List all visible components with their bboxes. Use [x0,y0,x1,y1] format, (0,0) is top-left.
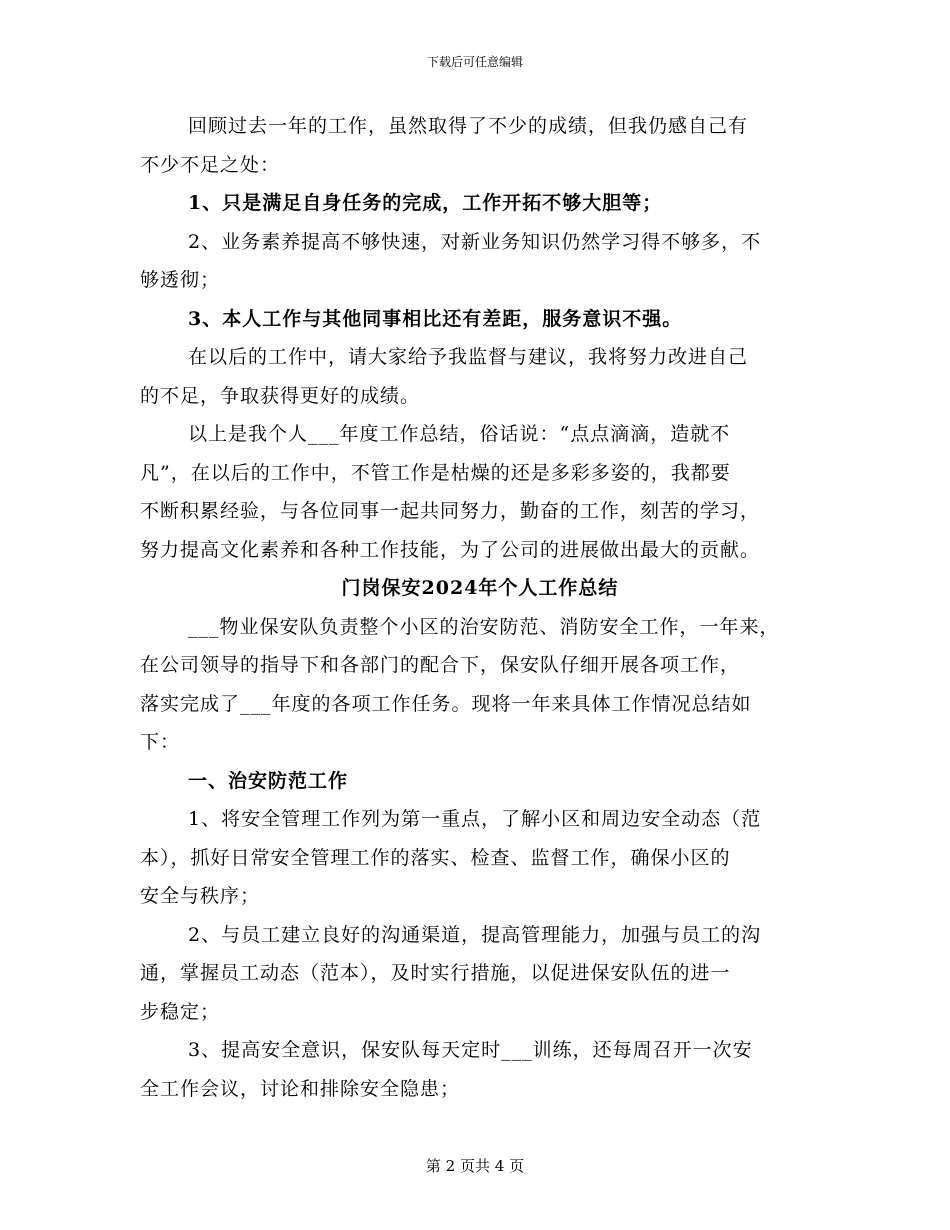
text-line: 步稳定； [140,1000,221,1023]
text-line: 以上是我个人___年度工作总结，俗话说：“点点滴滴，造就不 [188,423,731,445]
security-item-1 [140,800,820,916]
paragraph-future [140,338,820,415]
security-item-3 [140,1031,820,1108]
page-header: 下载后可任意编辑 [426,55,523,69]
text-line: 2、与员工建立良好的沟通渠道，提高管理能力，加强与员工的沟 [188,923,762,946]
document-body [140,107,820,1108]
shortcoming-item-3 [140,300,820,339]
text-line: 回顾过去一年的工作，虽然取得了不少的成绩，但我仍感自己有 [188,115,749,137]
text-line: 落实完成了___年度的各项工作任务。现将一年来具体工作情况总结如 [140,692,752,715]
text-line: ___物业保安队负责整个小区的治安防范、消防安全工作，一年来， [188,615,780,638]
security-item-2 [140,916,820,1032]
text-line: 凡”，在以后的工作中，不管工作是枯燥的还是多彩多姿的，我都要 [140,461,731,484]
page-footer: 第 2 页共 4 页 [425,1157,525,1175]
text-line: 够透彻； [140,269,221,291]
text-line: 在以后的工作中，请大家给予我监督与建议，我将努力改进自己 [188,346,749,368]
text-line: 在公司领导的指导下和各部门的配合下，保安队仔细开展各项工作， [140,654,741,676]
text-line: 2、业务素养提高不够快速，对新业务知识仍然学习得不够多，不 [188,230,762,253]
text-line: 安全与秩序； [140,885,261,907]
text-line: 通，掌握员工动态（范本），及时实行措施，以促进保安队伍的进一 [140,962,731,984]
text-line: 努力提高文化素养和各种工作技能，为了公司的进展做出最大的贡献。 [140,538,761,561]
paragraph-intro [140,608,820,762]
text-line: 3、提高安全意识，保安队每天定时___训练，还每周召开一次安 [188,1039,753,1061]
text-line: 本），抓好日常安全管理工作的落实、检查、监督工作，确保小区的 [140,846,731,869]
text-line: 1、只是满足自身任务的完成，工作开拓不够大胆等； [188,192,663,214]
text-line: 不少不足之处： [140,153,281,176]
text-line: 不断积累经验，与各位同事一起共同努力，勤奋的工作，刻苦的学习， [140,500,761,522]
text-line: 全工作会议，讨论和排除安全隐患； [140,1077,461,1100]
shortcoming-item-1 [140,184,820,223]
section-title: 门岗保安2024年个人工作总结 [341,577,619,599]
text-line: 一、治安防范工作 [188,769,349,792]
text-line: 3、本人工作与其他同事相比还有差距，服务意识不强。 [188,307,683,330]
text-line: 的不足，争取获得更好的成绩。 [140,384,421,407]
shortcoming-item-2 [140,223,820,300]
text-line: 下： [140,731,181,753]
subheading-security [140,762,820,801]
text-line: 1、将安全管理工作列为第一重点，了解小区和周边安全动态（范 [188,808,762,830]
paragraph-review [140,107,820,184]
paragraph-conclusion [140,415,820,569]
